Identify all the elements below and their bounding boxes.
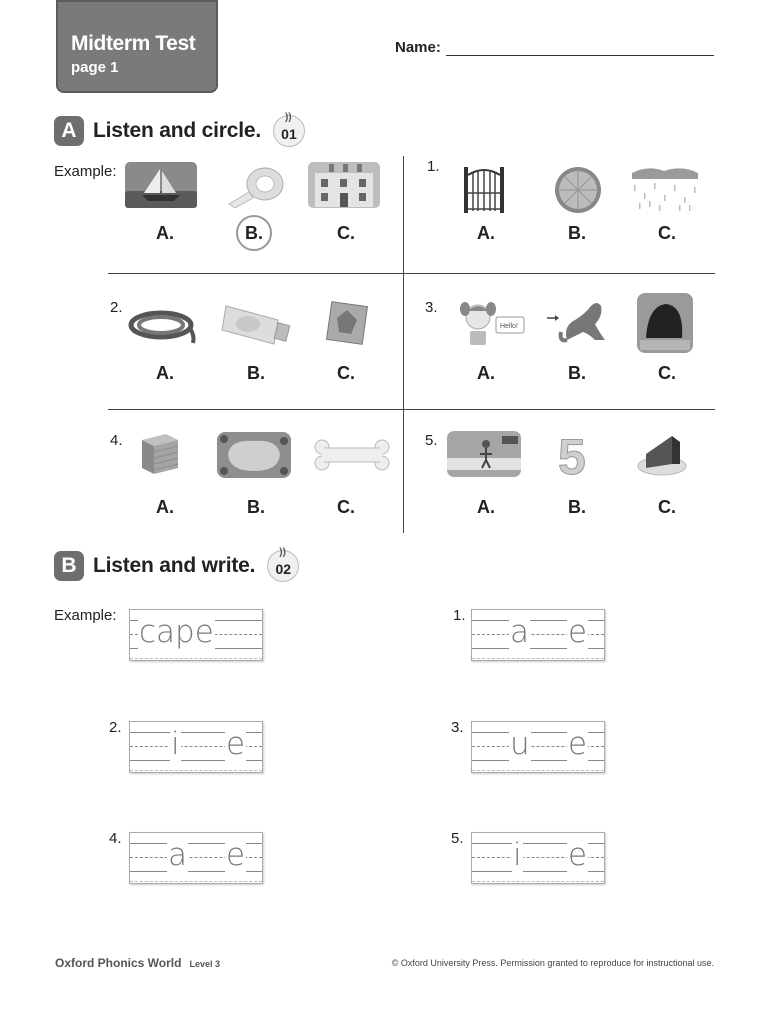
rain-icon xyxy=(628,165,702,213)
grid-divider-vertical xyxy=(403,156,404,533)
level-label: Level 3 xyxy=(189,959,220,969)
option-c[interactable]: C. xyxy=(658,363,676,383)
bone-icon xyxy=(314,437,390,473)
example-word: cape xyxy=(139,614,214,650)
writing-box[interactable] xyxy=(471,609,605,661)
given-letter: i xyxy=(513,837,522,873)
option-c[interactable]: C. xyxy=(337,363,355,383)
writing-box[interactable] xyxy=(471,721,605,773)
race-icon xyxy=(446,430,522,478)
cube-icon xyxy=(138,430,182,476)
brand-name: Oxford Phonics World xyxy=(55,956,182,970)
svg-text:5: 5 xyxy=(558,429,586,478)
section-b-letter: B xyxy=(54,551,84,581)
tape-icon xyxy=(225,162,287,208)
question-number: 4. xyxy=(109,830,122,847)
option-a[interactable]: A. xyxy=(156,223,174,243)
section-a-heading xyxy=(54,112,305,147)
building-icon xyxy=(307,161,381,209)
gate-icon xyxy=(462,163,506,215)
given-letter: e xyxy=(226,837,246,873)
section-b-heading xyxy=(54,547,299,582)
given-letter: e xyxy=(226,726,246,762)
grid-divider-row-1 xyxy=(108,273,715,274)
kangaroo-icon xyxy=(545,296,617,346)
given-letter: a xyxy=(168,837,187,873)
given-letter: a xyxy=(510,614,529,650)
example-label: Example: xyxy=(54,607,117,624)
option-a[interactable]: A. xyxy=(477,223,495,243)
option-c[interactable]: C. xyxy=(337,223,355,243)
hello-text: Hello! xyxy=(500,323,518,330)
sound-wave-icon: )) xyxy=(279,547,286,558)
option-b[interactable]: B. xyxy=(568,363,586,383)
name-label: Name: xyxy=(395,39,441,56)
title-box xyxy=(56,0,218,93)
lime-icon xyxy=(553,165,603,215)
copyright-notice: © Oxford University Press. Permission granted to reproduce for instructional use. xyxy=(391,958,714,968)
cave-icon xyxy=(636,292,694,354)
cake-icon xyxy=(636,430,688,478)
option-b[interactable]: B. xyxy=(247,363,265,383)
option-b-circled[interactable] xyxy=(236,215,272,251)
rope-icon xyxy=(127,305,199,345)
writing-box[interactable] xyxy=(129,721,263,773)
given-letter: u xyxy=(510,726,530,762)
page-subtitle: page 1 xyxy=(71,59,119,76)
question-number: 5. xyxy=(425,432,438,449)
option-a[interactable]: A. xyxy=(477,363,495,383)
option-b[interactable]: B. xyxy=(568,497,586,517)
option-b[interactable]: B. xyxy=(247,497,265,517)
question-number: 2. xyxy=(109,719,122,736)
tube-icon xyxy=(218,300,292,350)
question-number: 1. xyxy=(427,158,440,175)
option-c[interactable]: C. xyxy=(658,223,676,243)
example-label: Example: xyxy=(54,163,117,180)
sound-wave-icon: )) xyxy=(284,112,292,123)
given-letter: e xyxy=(568,726,588,762)
question-number: 2. xyxy=(110,299,123,316)
stamp-icon xyxy=(325,298,369,348)
writing-box-example[interactable] xyxy=(129,609,263,661)
footer-brand xyxy=(55,956,220,970)
question-number: 5. xyxy=(451,830,464,847)
option-b-label: B. xyxy=(245,223,263,243)
given-letter: e xyxy=(568,837,588,873)
name-field-line[interactable] xyxy=(446,55,714,56)
option-b[interactable]: B. xyxy=(568,223,586,243)
given-letter: i xyxy=(171,726,180,762)
option-a[interactable]: A. xyxy=(156,497,174,517)
track-number: 02 xyxy=(275,560,292,577)
option-c[interactable]: C. xyxy=(337,497,355,517)
audio-track-icon[interactable] xyxy=(267,547,299,582)
track-number: 01 xyxy=(281,125,297,142)
girl-saying-hello-icon xyxy=(458,295,526,347)
option-a[interactable]: A. xyxy=(477,497,495,517)
section-a-letter: A xyxy=(54,116,84,146)
writing-box[interactable] xyxy=(471,832,605,884)
option-c[interactable]: C. xyxy=(658,497,676,517)
writing-box[interactable] xyxy=(129,832,263,884)
page-title: Midterm Test xyxy=(71,32,196,55)
option-a[interactable]: A. xyxy=(156,363,174,383)
question-number: 4. xyxy=(110,432,123,449)
pond-icon xyxy=(216,431,292,479)
question-number: 3. xyxy=(425,299,438,316)
sailboat-icon xyxy=(124,161,198,209)
question-number: 1. xyxy=(453,607,466,624)
number-five-icon xyxy=(556,428,596,478)
section-a-title: Listen and circle. xyxy=(93,119,261,142)
given-letter: e xyxy=(568,614,588,650)
question-number: 3. xyxy=(451,719,464,736)
audio-track-icon[interactable] xyxy=(273,112,305,147)
section-b-title: Listen and write. xyxy=(93,554,256,577)
grid-divider-row-2 xyxy=(108,409,715,410)
